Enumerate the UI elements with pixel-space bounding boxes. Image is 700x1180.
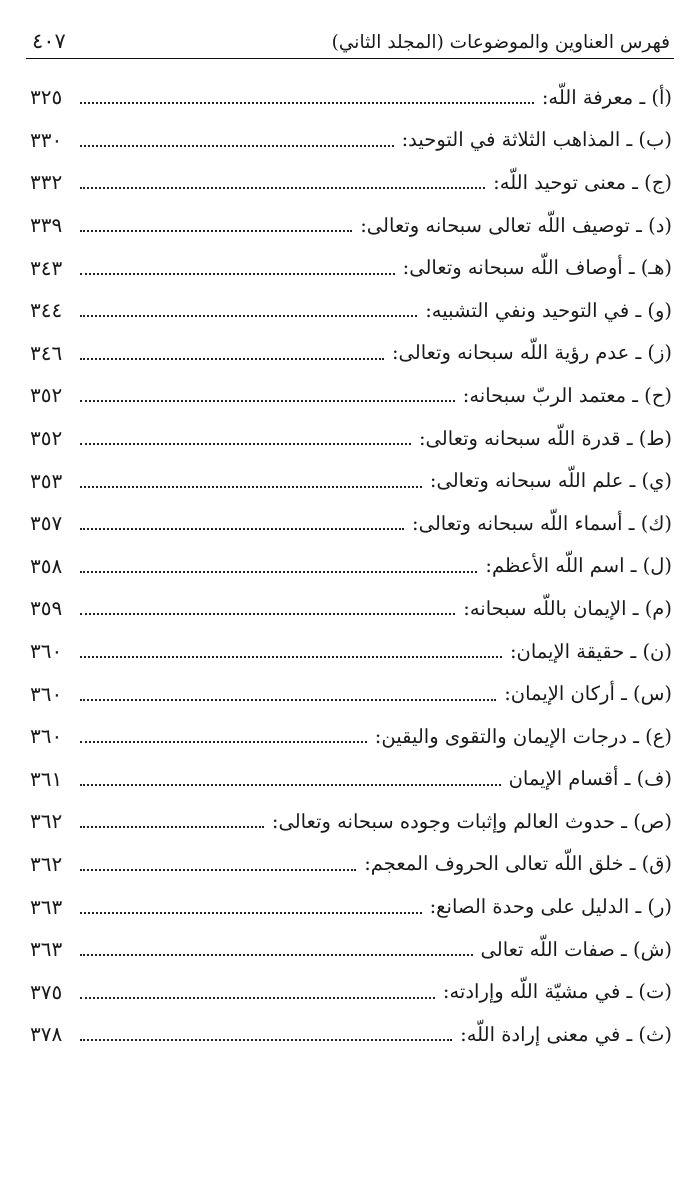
toc-entry-page-number: ٣٦٣	[30, 937, 63, 962]
toc-entry-title: (ش) ـ صفات اللّه تعالى	[480, 937, 672, 961]
toc-entry-page-number: ٣٢٥	[30, 85, 63, 110]
toc-entry[interactable]	[26, 970, 674, 1013]
dot-leader	[80, 741, 367, 743]
toc-entry-page-number: ٣٦٠	[30, 639, 63, 664]
toc-entry[interactable]	[26, 161, 674, 204]
toc-entry-page-number: ٣٦٢	[30, 809, 63, 834]
toc-entry[interactable]	[26, 758, 674, 801]
toc-entry-title: (م) ـ الإيمان باللّه سبحانه:	[463, 596, 672, 620]
toc-entry[interactable]	[26, 800, 674, 843]
toc-entry-page-number: ٣٤٤	[30, 298, 63, 323]
toc-entry-title: (ث) ـ في معنى إرادة اللّه:	[460, 1022, 672, 1046]
toc-entry-page-number: ٣٧٥	[30, 979, 63, 1004]
toc-entry[interactable]	[26, 545, 674, 588]
toc-entry[interactable]	[26, 587, 674, 630]
toc-entry-title: (ج) ـ معنى توحيد اللّه:	[493, 170, 672, 194]
dot-leader	[80, 273, 395, 275]
toc-entry-page-number: ٣٥٣	[30, 468, 63, 493]
dot-leader	[80, 230, 352, 232]
toc-entry[interactable]	[26, 119, 674, 162]
dot-leader	[80, 528, 404, 530]
dot-leader	[80, 826, 264, 828]
dot-leader	[80, 912, 422, 914]
toc-entry[interactable]	[26, 928, 674, 971]
toc-entry-title: (ق) ـ خلق اللّه تعالى الحروف المعجم:	[364, 852, 672, 876]
toc-entry-title: (ع) ـ درجات الإيمان والتقوى واليقين:	[374, 724, 672, 748]
toc-entry-title: (ط) ـ قدرة اللّه سبحانه وتعالى:	[418, 426, 672, 450]
toc-entry-title: (ب) ـ المذاهب الثلاثة في التوحيد:	[401, 128, 672, 152]
toc-entry-page-number: ٣٥٢	[30, 426, 63, 451]
toc-entry-page-number: ٣٧٨	[30, 1022, 63, 1047]
toc-entry-page-number: ٣٣٩	[30, 213, 63, 238]
toc-entry[interactable]	[26, 374, 674, 417]
toc-entry-title: (ل) ـ اسم اللّه الأعظم:	[485, 554, 672, 578]
toc-entry[interactable]	[26, 843, 674, 886]
toc-entry-page-number: ٣٥٨	[30, 553, 63, 578]
toc-entry-title: (س) ـ أركان الإيمان:	[504, 682, 672, 706]
dot-leader	[80, 571, 477, 573]
toc-entry[interactable]	[26, 417, 674, 460]
toc-entry-title: (ص) ـ حدوث العالم وإثبات وجوده سبحانه وتعالى:	[271, 809, 672, 833]
toc-entry-title: (هـ) ـ أوصاف اللّه سبحانه وتعالى:	[402, 256, 672, 280]
toc-entry-page-number: ٣٦٣	[30, 894, 63, 919]
toc-entry-page-number: ٣٥٧	[30, 511, 63, 536]
toc-entry[interactable]	[26, 672, 674, 715]
toc-entry-page-number: ٣٦٠	[30, 681, 63, 706]
dot-leader	[80, 656, 502, 658]
running-title: فهرس العناوين والموضوعات (المجلد الثاني)	[331, 32, 670, 53]
toc-entry-title: (ن) ـ حقيقة الإيمان:	[509, 639, 672, 663]
toc-entry-title: (ر) ـ الدليل على وحدة الصانع:	[429, 895, 672, 919]
toc-entry[interactable]	[26, 76, 674, 119]
dot-leader	[80, 315, 417, 317]
toc-entry-page-number: ٣٤٦	[30, 340, 63, 365]
toc-entry[interactable]	[26, 459, 674, 502]
table-of-contents	[26, 76, 674, 1056]
dot-leader	[80, 443, 411, 445]
page-number: ٤٠٧	[32, 29, 66, 53]
toc-entry-page-number: ٣٣٢	[30, 170, 63, 195]
dot-leader	[80, 400, 455, 402]
toc-entry-page-number: ٣٦٢	[30, 851, 63, 876]
toc-entry-title: (د) ـ توصيف اللّه تعالى سبحانه وتعالى:	[360, 213, 672, 237]
dot-leader	[80, 102, 534, 104]
toc-entry-page-number: ٣٦٠	[30, 724, 63, 749]
toc-entry[interactable]	[26, 332, 674, 375]
toc-entry-page-number: ٣٦١	[30, 766, 63, 791]
toc-entry-title: (و) ـ في التوحيد ونفي التشبيه:	[425, 298, 672, 322]
dot-leader	[80, 997, 435, 999]
dot-leader	[80, 486, 422, 488]
dot-leader	[80, 145, 394, 147]
toc-entry-title: (ي) ـ علم اللّه سبحانه وتعالى:	[429, 469, 672, 493]
toc-entry-title: (أ) ـ معرفة اللّه:	[541, 85, 672, 109]
dot-leader	[80, 784, 501, 786]
toc-entry-page-number: ٣٤٣	[30, 255, 63, 280]
toc-entry[interactable]	[26, 246, 674, 289]
toc-entry-title: (ت) ـ في مشيّة اللّه وإرادته:	[442, 980, 672, 1004]
toc-entry[interactable]	[26, 502, 674, 545]
toc-entry[interactable]	[26, 1013, 674, 1056]
dot-leader	[80, 699, 496, 701]
toc-entry[interactable]	[26, 630, 674, 673]
toc-entry[interactable]	[26, 715, 674, 758]
toc-entry-title: (ف) ـ أقسام الإيمان	[508, 767, 672, 791]
dot-leader	[80, 869, 356, 871]
toc-entry[interactable]	[26, 204, 674, 247]
toc-entry-page-number: ٣٥٢	[30, 383, 63, 408]
dot-leader	[80, 358, 384, 360]
toc-entry-title: (ك) ـ أسماء اللّه سبحانه وتعالى:	[412, 511, 672, 535]
toc-entry-title: (ح) ـ معتمد الربّ سبحانه:	[462, 383, 672, 407]
page-header	[26, 22, 674, 59]
dot-leader	[80, 187, 485, 189]
toc-entry-page-number: ٣٥٩	[30, 596, 63, 621]
toc-entry[interactable]	[26, 289, 674, 332]
dot-leader	[80, 954, 473, 956]
dot-leader	[80, 613, 455, 615]
toc-entry-title: (ز) ـ عدم رؤية اللّه سبحانه وتعالى:	[391, 341, 672, 365]
toc-entry[interactable]	[26, 885, 674, 928]
toc-entry-page-number: ٣٣٠	[30, 127, 63, 152]
dot-leader	[80, 1039, 452, 1041]
